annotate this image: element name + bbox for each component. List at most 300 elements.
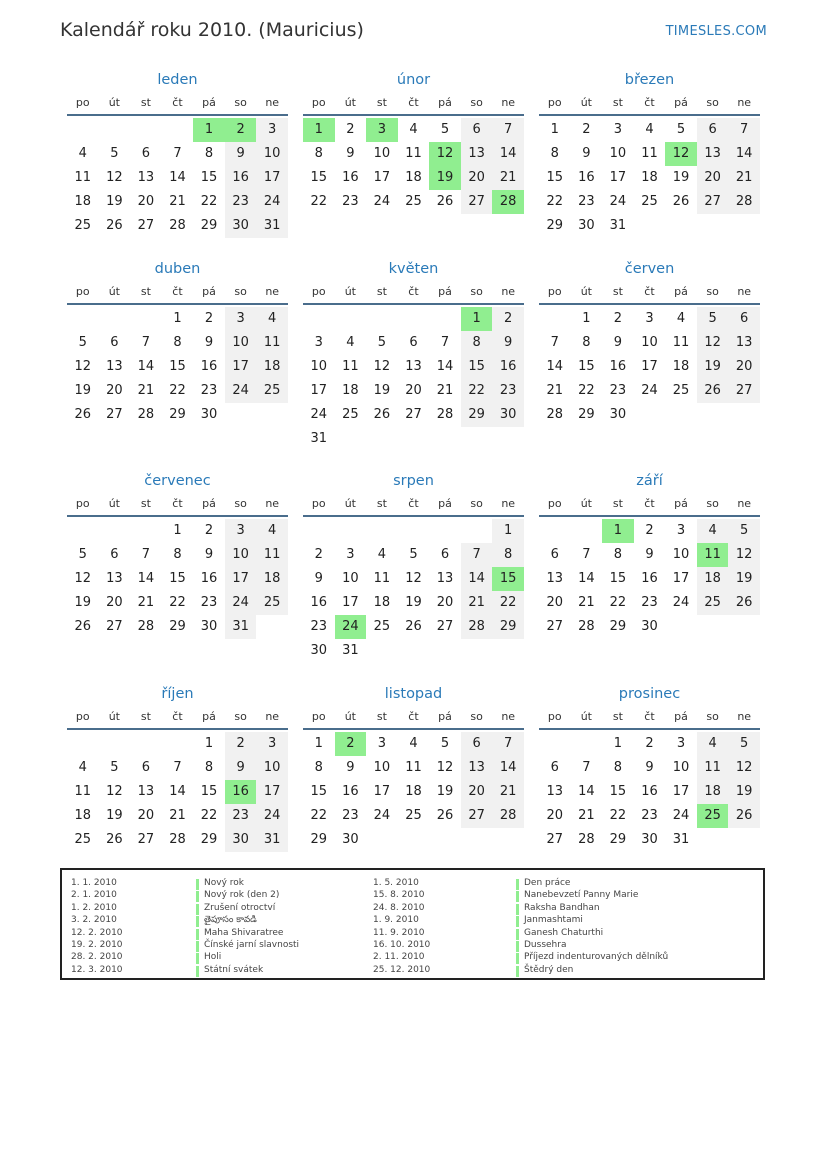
day-cell: 15: [169, 571, 186, 586]
day-cell: 23: [310, 619, 328, 634]
weekday-label: st: [376, 96, 387, 109]
weekday-header: [303, 96, 524, 116]
day-cell: 8: [582, 335, 591, 350]
day-cell: 5: [440, 122, 450, 137]
weekday-label: čt: [644, 285, 655, 298]
weekday-label: čt: [644, 96, 655, 109]
day-cell: 22: [492, 591, 524, 615]
day-cell: 29: [578, 407, 595, 422]
day-cell: 30: [200, 407, 218, 422]
legend-holiday-name: తైపూసం కావడి: [196, 915, 257, 925]
day-cell: 14: [169, 784, 186, 799]
weekday-label: pá: [202, 497, 216, 510]
weekday-label: po: [311, 497, 326, 510]
day-cell: 23: [200, 595, 218, 610]
day-cell: 28: [578, 832, 595, 847]
month-name: březen: [624, 72, 675, 88]
day-cell: 28: [169, 218, 186, 233]
day-cell: 11: [405, 760, 422, 775]
weekday-label: čt: [644, 710, 655, 723]
day-cell: 9: [582, 146, 591, 161]
day-cell: 6: [440, 547, 450, 562]
day-cell: 23: [609, 383, 627, 398]
legend-date: 25. 12. 2010: [373, 964, 431, 975]
weekday-label: út: [344, 96, 356, 109]
day-cell: 27: [546, 832, 564, 847]
day-cell: 25: [74, 832, 92, 847]
weekday-header: [539, 285, 760, 305]
day-cell: 31: [342, 643, 359, 658]
legend-item: [196, 951, 299, 963]
day-cell: 1: [314, 736, 323, 751]
day-cell: 25: [672, 383, 690, 398]
day-cell: 22: [169, 383, 186, 398]
day-cell: 20: [461, 166, 493, 190]
day-cell: 6: [461, 118, 493, 142]
legend-date: 28. 2. 2010: [71, 952, 123, 963]
day-cell: 4: [78, 760, 87, 775]
day-cell: 26: [74, 619, 92, 634]
weekday-label: st: [612, 710, 623, 723]
day-cell: 9: [492, 331, 524, 355]
day-cell: 20: [728, 355, 760, 379]
day-cell: 2: [346, 122, 355, 137]
weekday-label: út: [580, 285, 592, 298]
legend-holiday-name: Státní svátek: [196, 965, 263, 975]
day-cell: 5: [110, 760, 119, 775]
day-cell: 3: [645, 311, 654, 326]
day-cell: 10: [373, 146, 391, 161]
weekday-label: čt: [172, 497, 183, 510]
day-cell: 4: [409, 122, 418, 137]
day-cell: 16: [578, 170, 595, 185]
month-name: červenec: [144, 473, 211, 489]
day-cell: 23: [225, 190, 257, 214]
day-cell: 8: [492, 543, 524, 567]
day-cell: 2: [204, 523, 214, 538]
day-cell: 21: [137, 595, 155, 610]
day-cell: 19: [74, 383, 92, 398]
day-cell: 28: [728, 190, 760, 214]
day-cell: 31: [256, 214, 288, 238]
weekday-label: so: [470, 710, 483, 723]
day-cell: 6: [141, 146, 151, 161]
day-cell: 16: [342, 784, 359, 799]
weekday-label: út: [108, 96, 120, 109]
weekday-header: [539, 710, 760, 730]
weekday-label: po: [547, 285, 562, 298]
day-cell: 7: [461, 543, 493, 567]
legend-date: 1. 2. 2010: [71, 902, 117, 913]
weekday-label: út: [344, 285, 356, 298]
weekday-label: st: [140, 285, 151, 298]
day-cell: 12: [373, 359, 391, 374]
day-cell: 16: [200, 571, 218, 586]
day-cell: 19: [106, 194, 123, 209]
holiday-day-cell: 19: [429, 166, 461, 190]
legend-item: [196, 889, 299, 901]
day-cell: 19: [672, 170, 690, 185]
day-cell: 11: [697, 756, 729, 780]
day-cell: 29: [609, 832, 627, 847]
weekday-label: út: [344, 497, 356, 510]
weekday-label: čt: [172, 285, 183, 298]
day-cell: 27: [405, 407, 422, 422]
day-cell: 10: [641, 335, 658, 350]
day-cell: 3: [225, 307, 257, 331]
day-cell: 8: [613, 547, 623, 562]
day-cell: 29: [609, 619, 627, 634]
legend-item: [516, 877, 668, 889]
day-cell: 17: [609, 170, 627, 185]
day-cell: 5: [110, 146, 119, 161]
day-cell: 7: [582, 760, 591, 775]
day-cell: 13: [728, 331, 760, 355]
day-cell: 8: [314, 146, 323, 161]
day-cell: 22: [310, 808, 328, 823]
legend-holiday-name: Maha Shivaratree: [196, 928, 283, 938]
day-cell: 21: [492, 166, 524, 190]
day-cell: 29: [546, 218, 564, 233]
legend-holiday-name: Nový rok (den 2): [196, 890, 279, 900]
day-cell: 24: [256, 804, 288, 828]
day-cell: 15: [200, 784, 218, 799]
weekday-label: út: [580, 96, 592, 109]
weekday-label: pá: [438, 497, 452, 510]
day-cell: 9: [204, 335, 214, 350]
day-cell: 30: [492, 403, 524, 427]
legend-holiday-name: Den práce: [516, 878, 570, 888]
day-cell: 4: [676, 311, 686, 326]
weekday-label: út: [108, 285, 120, 298]
day-cell: 24: [641, 383, 658, 398]
day-cell: 3: [676, 523, 686, 538]
day-cell: 10: [672, 547, 690, 562]
day-cell: 27: [728, 379, 760, 403]
day-cell: 19: [697, 355, 729, 379]
day-cell: 25: [373, 619, 391, 634]
day-cell: 3: [676, 736, 686, 751]
day-cell: 18: [641, 170, 658, 185]
weekday-label: čt: [408, 285, 419, 298]
day-cell: 25: [256, 591, 288, 615]
day-cell: 9: [225, 756, 257, 780]
day-cell: 29: [169, 619, 186, 634]
day-cell: 12: [106, 170, 123, 185]
day-cell: 20: [697, 166, 729, 190]
holiday-day-cell: 1: [461, 307, 493, 331]
weekday-label: po: [547, 497, 562, 510]
weekday-header: [303, 710, 524, 730]
legend-holiday-name: Holi: [196, 952, 221, 962]
day-cell: 22: [609, 595, 627, 610]
legend-names-2: [516, 877, 668, 976]
day-cell: 16: [641, 784, 658, 799]
day-cell: 10: [609, 146, 627, 161]
day-cell: 17: [225, 355, 257, 379]
day-cell: 6: [110, 335, 119, 350]
weekday-label: po: [75, 497, 90, 510]
day-cell: 10: [225, 331, 257, 355]
weekday-header: [67, 96, 288, 116]
day-cell: 15: [609, 571, 627, 586]
day-cell: 31: [672, 832, 690, 847]
day-cell: 22: [609, 808, 627, 823]
day-cell: 23: [641, 808, 658, 823]
day-cell: 13: [546, 784, 564, 799]
weekday-label: so: [234, 497, 247, 510]
weekday-label: pá: [438, 96, 452, 109]
day-cell: 26: [74, 407, 92, 422]
weekday-label: ne: [501, 285, 516, 298]
day-cell: 31: [609, 218, 627, 233]
day-cell: 13: [697, 142, 729, 166]
day-cell: 4: [645, 122, 654, 137]
weekday-label: pá: [438, 285, 452, 298]
day-cell: 15: [169, 359, 186, 374]
day-cell: 11: [342, 359, 359, 374]
site-link[interactable]: TIMESLES.COM: [665, 24, 767, 39]
weekday-header: [303, 497, 524, 517]
weekday-label: st: [612, 96, 623, 109]
day-cell: 3: [256, 118, 288, 142]
holiday-day-cell: 28: [492, 190, 524, 214]
day-cell: 2: [645, 736, 654, 751]
day-cell: 17: [373, 784, 391, 799]
day-cell: 18: [405, 170, 422, 185]
weekday-header: [539, 497, 760, 517]
day-cell: 21: [436, 383, 454, 398]
day-cell: 4: [256, 519, 288, 543]
weekday-label: pá: [674, 710, 688, 723]
day-cell: 29: [492, 615, 524, 639]
day-cell: 11: [373, 571, 391, 586]
day-cell: 12: [728, 756, 760, 780]
weekday-label: so: [706, 497, 719, 510]
weekday-label: út: [108, 497, 120, 510]
day-cell: 9: [314, 571, 323, 586]
weekday-label: ne: [737, 497, 752, 510]
day-cell: 22: [169, 595, 186, 610]
day-cell: 7: [728, 118, 760, 142]
legend-date: 3. 2. 2010: [71, 915, 117, 926]
day-cell: 24: [225, 379, 257, 403]
day-cell: 16: [225, 166, 257, 190]
day-cell: 23: [492, 379, 524, 403]
day-cell: 22: [310, 194, 328, 209]
day-cell: 21: [461, 591, 493, 615]
page-title: Kalendář roku 2010. (Mauricius): [60, 19, 364, 41]
day-cell: 7: [141, 547, 151, 562]
weekday-label: čt: [408, 96, 419, 109]
day-cell: 23: [578, 194, 595, 209]
day-cell: 5: [440, 736, 450, 751]
day-cell: 3: [346, 547, 355, 562]
day-cell: 15: [310, 784, 328, 799]
day-cell: 28: [436, 407, 454, 422]
day-cell: 11: [74, 784, 92, 799]
day-cell: 16: [200, 359, 218, 374]
day-cell: 1: [204, 736, 214, 751]
day-cell: 9: [346, 146, 355, 161]
day-cell: 17: [641, 359, 658, 374]
holiday-day-cell: 25: [697, 804, 729, 828]
legend-holiday-name: Ganesh Chaturthi: [516, 928, 603, 938]
day-cell: 4: [697, 732, 729, 756]
day-cell: 29: [461, 403, 493, 427]
day-cell: 2: [204, 311, 214, 326]
day-cell: 20: [405, 383, 422, 398]
day-cell: 20: [546, 808, 564, 823]
day-cell: 1: [173, 311, 182, 326]
day-cell: 24: [672, 595, 690, 610]
month-name: červen: [624, 261, 675, 277]
day-cell: 29: [169, 407, 186, 422]
day-cell: 27: [697, 190, 729, 214]
day-cell: 6: [409, 335, 418, 350]
legend-holiday-name: Zrušení otroctví: [196, 903, 275, 913]
legend-date: 15. 8. 2010: [373, 890, 425, 901]
day-cell: 17: [256, 166, 288, 190]
day-cell: 14: [492, 756, 524, 780]
day-cell: 12: [405, 571, 422, 586]
day-cell: 6: [110, 547, 119, 562]
day-cell: 25: [256, 379, 288, 403]
weekday-label: so: [706, 96, 719, 109]
holiday-day-cell: 1: [602, 519, 634, 543]
holiday-day-cell: 1: [303, 118, 335, 142]
day-cell: 7: [492, 118, 524, 142]
weekday-label: st: [612, 285, 623, 298]
legend-holiday-name: Janmashtami: [516, 915, 583, 925]
month-name: květen: [388, 261, 439, 277]
legend-item: [516, 902, 668, 914]
day-cell: 6: [728, 307, 760, 331]
weekday-label: pá: [674, 497, 688, 510]
day-cell: 10: [256, 142, 288, 166]
day-cell: 21: [137, 383, 155, 398]
day-cell: 23: [342, 194, 359, 209]
weekday-label: st: [376, 710, 387, 723]
weekday-label: so: [234, 285, 247, 298]
day-cell: 13: [137, 170, 155, 185]
day-cell: 3: [225, 519, 257, 543]
day-cell: 6: [697, 118, 729, 142]
day-cell: 14: [436, 359, 454, 374]
weekday-label: so: [234, 96, 247, 109]
day-cell: 21: [728, 166, 760, 190]
day-cell: 19: [106, 808, 123, 823]
day-cell: 16: [641, 571, 658, 586]
day-cell: 5: [728, 519, 760, 543]
legend-holiday-name: Nový rok: [196, 878, 244, 888]
legend-dates-2: [373, 877, 430, 976]
day-cell: 14: [492, 142, 524, 166]
legend-date: 12. 3. 2010: [71, 964, 123, 975]
day-cell: 24: [256, 190, 288, 214]
day-cell: 8: [173, 547, 182, 562]
day-cell: 14: [728, 142, 760, 166]
weekday-label: pá: [202, 96, 216, 109]
day-cell: 17: [373, 170, 391, 185]
day-cell: 15: [609, 784, 627, 799]
day-cell: 14: [546, 359, 564, 374]
day-cell: 26: [405, 619, 422, 634]
day-cell: 12: [436, 760, 454, 775]
day-cell: 20: [137, 194, 155, 209]
legend-date: 1. 9. 2010: [373, 915, 419, 926]
day-cell: 19: [728, 567, 760, 591]
holiday-day-cell: 15: [492, 567, 524, 591]
month-name: leden: [157, 72, 198, 88]
day-cell: 7: [582, 547, 591, 562]
day-cell: 17: [342, 595, 359, 610]
legend-date: 2. 11. 2010: [373, 952, 425, 963]
day-cell: 28: [137, 619, 155, 634]
day-cell: 14: [137, 359, 155, 374]
weekday-label: po: [547, 96, 562, 109]
legend-item: [196, 964, 299, 976]
day-cell: 7: [173, 760, 182, 775]
day-cell: 3: [613, 122, 623, 137]
legend-date: 1. 1. 2010: [71, 878, 117, 888]
day-cell: 9: [645, 760, 654, 775]
day-cell: 16: [609, 359, 627, 374]
day-cell: 31: [225, 615, 257, 639]
legend-names-1: [196, 877, 299, 976]
day-cell: 26: [436, 194, 454, 209]
day-cell: 27: [461, 190, 493, 214]
day-cell: 13: [546, 571, 564, 586]
month-name: duben: [154, 261, 201, 277]
weekday-label: st: [376, 285, 387, 298]
weekday-label: pá: [202, 710, 216, 723]
month-name: listopad: [384, 686, 443, 702]
day-cell: 13: [405, 359, 422, 374]
legend-item: [196, 902, 299, 914]
day-cell: 20: [106, 383, 123, 398]
weekday-label: st: [140, 710, 151, 723]
day-cell: 11: [405, 146, 422, 161]
day-cell: 26: [728, 591, 760, 615]
day-cell: 24: [672, 808, 690, 823]
day-cell: 7: [440, 335, 450, 350]
day-cell: 22: [546, 194, 564, 209]
month-name: prosinec: [618, 686, 681, 702]
day-cell: 27: [436, 619, 454, 634]
day-cell: 8: [461, 331, 493, 355]
day-cell: 28: [546, 407, 564, 422]
day-cell: 13: [106, 359, 123, 374]
day-cell: 20: [546, 595, 564, 610]
day-cell: 23: [641, 595, 658, 610]
holiday-day-cell: 11: [697, 543, 729, 567]
day-cell: 18: [373, 595, 391, 610]
month-name: září: [636, 473, 663, 489]
legend-holiday-name: Příjezd indenturovaných dělníků: [516, 952, 668, 962]
day-cell: 3: [256, 732, 288, 756]
legend-item: [196, 877, 299, 889]
day-cell: 8: [204, 760, 214, 775]
day-cell: 1: [613, 736, 623, 751]
legend-item: [196, 914, 299, 926]
legend-item: [516, 927, 668, 939]
day-cell: 13: [461, 142, 493, 166]
weekday-label: ne: [265, 497, 280, 510]
legend-item: [196, 939, 299, 951]
day-cell: 16: [492, 355, 524, 379]
day-cell: 30: [641, 832, 658, 847]
